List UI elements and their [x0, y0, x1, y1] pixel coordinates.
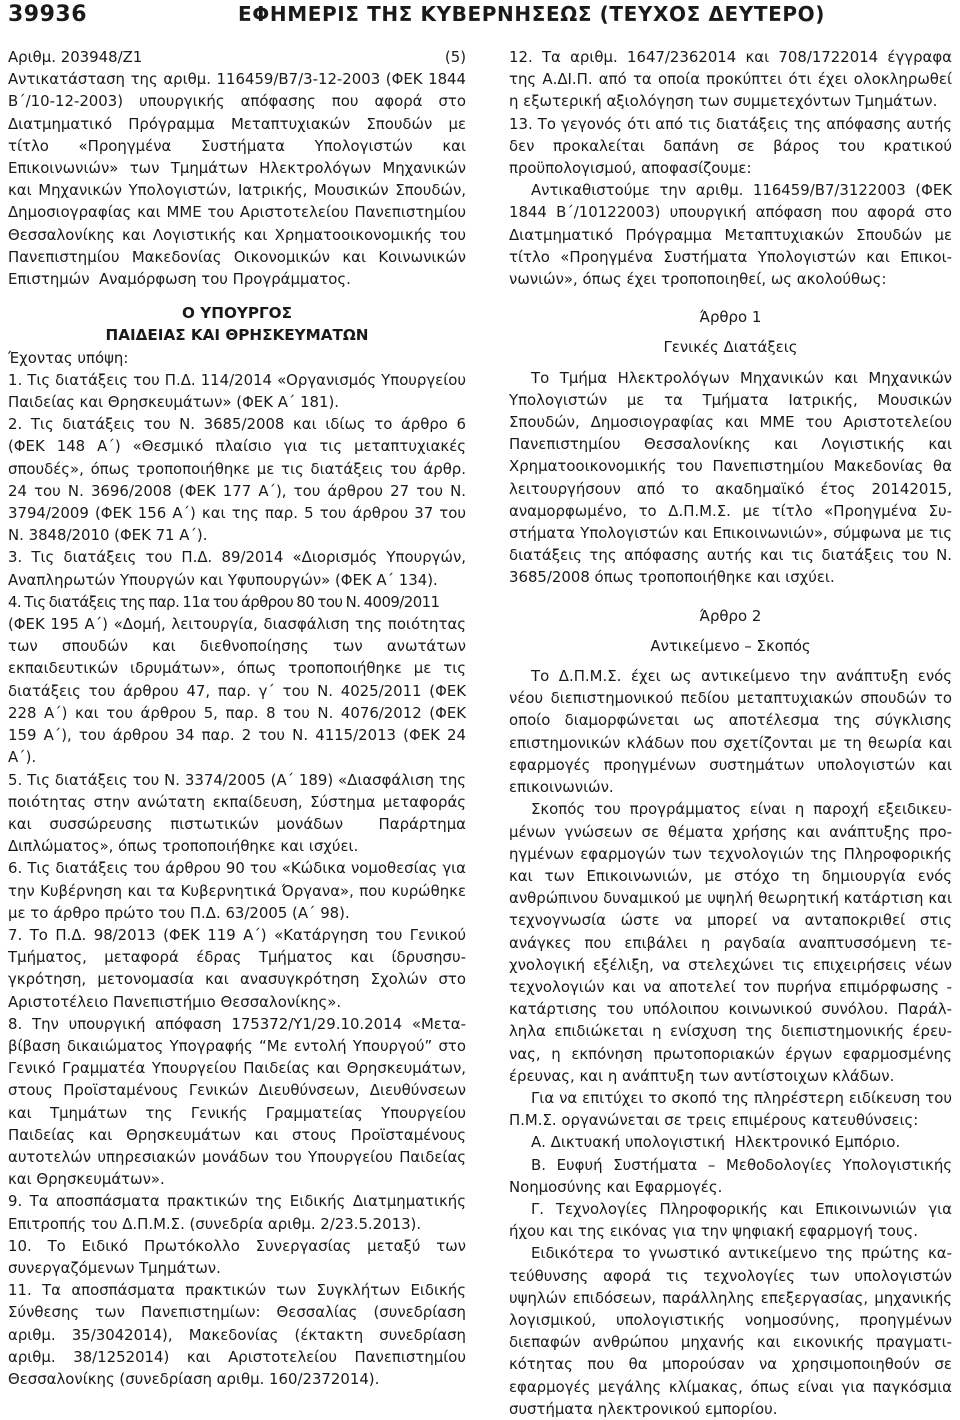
considering-label: Έχοντας υπόψη: — [8, 348, 129, 367]
decision-number-row — [8, 46, 466, 68]
list-item: 11. Τα αποσπάσματα πρακτικών των Συγκλήτων Ειδικής Σύνθεσης των Πανεπιστημίων: Θεσσαλίας (συνεδρίαση αριθμ. 35/3042014), Μακεδονίας (έκτακτη συνεδρίαση αριθμ. 38/1252014) και Αριστοτελείου Πανεπιστημίου Θεσσαλονίκης (συνεδρίαση αριθμ. 160/2372014). — [8, 1281, 466, 1388]
direction-c: Γ. Τεχνολογίες Πληροφορικής και Επικοινωνιών για ήχου και της εικόνας για την ψηφιακή εφαρμογή τους. — [509, 1199, 952, 1241]
article-2-paragraph: Ειδικότερα το γνωστικό αντικείμενο της πρώτης κατεύθυνσης αφορά τις τεχνολογίες των υπολογιστών υψηλών επιδόσεων, παράλληλης επεξεργασίας, μηχανικής λογισμικού, υπολογιστικής νοημοσύνης, προηγμένων διεπαφών ανθρώπου μηχανής και εικονικής πραγματικότητας που θα μπορούσαν να χρησιμοποιηθούν σε εφαρμογές μεγάλης κλίμακας, όπως είναι για παγκόσμια συστήματα ηλεκτρονικού εμπορίου. — [509, 1244, 952, 1418]
signatory-title: Ο ΥΠΟΥΡΓΟΣ — [182, 304, 292, 323]
left-column — [8, 46, 466, 1390]
article-2-title: Άρθρο 2 — [699, 606, 762, 625]
page-number: 39936 — [8, 2, 88, 27]
list-item: 4. Τις διατάξεις της παρ. 11α του άρθρου 80 του Ν. 4009/2011 — [8, 592, 440, 611]
list-item: (ΦΕΚ 195 Α΄) «Δομή, λειτουργία, διασφάλιση της ποιότητας των σπουδών και διεθνοποίησης των ανωτάτων εκπαιδευτικών ιδρυμάτων», όπως τροποποιήθηκε με τις διατάξεις του άρθρου 47, παρ. γ΄ του Ν. 4025/2011 (ΦΕΚ 228 Α΄) και του άρθρου 5, παρ. 8 του Ν. 4076/2012 (ΦΕΚ 159 Α΄), του άρθρου 34 παρ. 2 του Ν. 4115/2013 (ΦΕΚ 24 Α΄). — [8, 615, 466, 767]
decision-sequence: (5) — [444, 48, 466, 66]
list-item: 8. Την υπουργική απόφαση 175372/Υ1/29.10.2014 «Μεταβίβαση δικαιώματος Υπογραφής “Με εντολή Υπουργού” στο Γενικό Γραμματέα Υπουργείου Παιδείας και Θρησκευμάτων, στους Προϊσταμένους Γενικών Διευθύνσεων, Διευθύνσεων και Τμημάτων της Γενικής Γραμματείας Υπουργείου Παιδείας και Θρησκευμάτων και στους Προϊσταμένους αυτοτελών υπηρεσιακών μονάδων του Υπουργείου Παιδείας και Θρησκευμάτων». — [8, 1014, 466, 1189]
signatory-ministry: ΠΑΙΔΕΙΑΣ ΚΑΙ ΘΡΗΣΚΕΥΜΑΤΩΝ — [105, 326, 369, 345]
list-item: 1. Τις διατάξεις του Π.Δ. 114/2014 «Οργανισμός Υπουργείου Παιδείας και Θρησκευμάτων» (ΦΕΚ Α΄ 181). — [8, 370, 466, 412]
page-header — [6, 2, 954, 32]
list-item: 5. Τις διατάξεις του Ν. 3374/2005 (Α΄ 189) «Διασφάλιση της ποιότητας στην ανώτατη εκπαίδευση, Σύστημα μεταφοράς και συσσώρευσης πιστωτικών μονάδων Παράρτημα Διπλώματος», όπως τροποποιήθηκε και ισχύει. — [8, 770, 466, 856]
list-item: 13. Το γεγονός ότι από τις διατάξεις της απόφασης αυτής δεν προκαλείται δαπάνη σε βάρος του κρατικού προϋπολογισμού, αποφασίζουμε: — [509, 114, 952, 178]
article-2-subtitle: Αντικείμενο – Σκοπός — [650, 636, 811, 655]
list-item: 9. Τα αποσπάσματα πρακτικών της Ειδικής Διατμηματικής Επιτροπής του Δ.Π.Μ.Σ. (συνεδρία αριθμ. 2/23.5.2013). — [8, 1192, 466, 1233]
list-item: 12. Τα αριθμ. 1647/2362014 και 708/1722014 έγγραφα της Α.ΔΙ.Π. από τα οποία προκύπτει ότι έχει ολοκληρωθεί η εξωτερική αξιολόγηση των συμμετεχόντων Τμημάτων. — [509, 48, 952, 111]
gazette-title: ΕΦΗΜΕΡΙΣ ΤΗΣ ΚΥΒΕΡΝΗΣΕΩΣ (ΤΕΥΧΟΣ ΔΕΥΤΕΡΟ) — [238, 2, 825, 26]
article-2-paragraph: Σκοπός του προγράμματος είναι η παροχή εξειδικευμένων γνώσεων σε θέματα χρήσης και ανάπτυξης προηγμένων εφαρμογών των τεχνολογιών της Πληροφορικής και των Επικοινωνιών, με στόχο τη δημιουργία ενός ανθρώπινου δυναμικού με υψηλή θεωρητική κατάρτιση και τεχνογνωσία ώστε να μπορεί να ανταποκριθεί στις ανάγκες που επιβάλει η ραγδαία αναπτυσσόμενη τεχνολογική εξέλιξη, να στελεχώνει τις επιχειρήσεις νέων τεχνολογιών και να αποτελεί τον πυρήνα επιμόρφωσης κατάρτισης του υπόλοιπου κοινωνικού συνόλου. Παράλληλα επιδιώκεται η ενίσχυση της διεπιστημονικής έρευνας, η εκπόνηση πρωτοποριακών έργων εφαρμοσμένης έρευνας, και η ανάπτυξη των αντίστοιχων κλάδων. — [509, 800, 952, 1085]
article-1-title: Άρθρο 1 — [699, 308, 762, 327]
list-item: 6. Τις διατάξεις του άρθρου 90 του «Κώδικα νομοθεσίας για την Κυβέρνηση και τα Κυβερνητικά Όργανα», που κυρώθηκε με το άρθρο πρώτο του Π.Δ. 63/2005 (Α΄ 98). — [8, 859, 466, 922]
list-item: 7. Το Π.Δ. 98/2013 (ΦΕΚ 119 Α΄) «Κατάργηση του Γενικού Τμήματος, μεταφορά έδρας Τμήματος και ίδρυσησυγκρότηση, μετονομασία και ανασυγκρότηση Σχολών στο Αριστοτέλειο Πανεπιστήμιο Θεσσαλονίκης». — [8, 925, 466, 1011]
decision-number: Αριθμ. 203948/Ζ1 — [8, 48, 143, 66]
decision-subject: Αντικατάσταση της αριθμ. 116459/Β7/3-12-2003 (ΦΕΚ 1844 Β΄/10-12-2003) υπουργικής απόφασης που αφορά στο Διατμηματικό Πρόγραμμα Μεταπτυχιακών Σπουδών με τίτλο «Προηγμένα Συστήματα Υπολογιστών και Επικοινωνιών» των Τμημάτων Ηλεκτρολόγων Μηχανικών και Μηχανικών Υπολογιστών, Ιατρικής, Μουσικών Σπουδών, Δημοσιογραφίας και ΜΜΕ του Αριστοτελείου Πανεπιστημίου Θεσσαλονίκης και Λογιστικής και Χρηματοοικονομικής του Πανεπιστημίου Μακεδονίας Οικονομικών και Κοινωνικών Επιστημών Αναμόρφωση του Προγράμματος. — [8, 70, 466, 289]
list-item: 3. Τις διατάξεις του Π.Δ. 89/2014 «Διορισμός Υπουργών, Αναπληρωτών Υπουργών και Υφυπουργών» (ΦΕΚ Α΄ 134). — [8, 548, 466, 589]
article-2-paragraph: Για να επιτύχει το σκοπό της πληρέστερη ειδίκευση του Π.Μ.Σ. οργανώνεται σε τρεις επιμέρους κατευθύνσεις: — [509, 1088, 952, 1130]
replacement-paragraph: Αντικαθιστούμε την αριθμ. 116459/Β7/3122003 (ΦΕΚ 1844 Β΄/10122003) υπουργική απόφαση που αφορά στο Διατμηματικό Πρόγραμμα Μεταπτυχιακών Σπουδών με τίτλο «Προηγμένα Συστήματα Υπολογιστών και Επικοινωνιών», όπως έχει τροποποιηθεί, ως ακολούθως: — [509, 181, 952, 289]
list-item: 10. Το Ειδικό Πρωτόκολλο Συνεργασίας μεταξύ των συνεργαζόμενων Τμημάτων. — [8, 1236, 466, 1277]
list-item: 2. Τις διατάξεις του Ν. 3685/2008 και ιδίως το άρθρο 6 (ΦΕΚ 148 Α΄) «Θεσμικό πλαίσιο για τις μεταπτυχιακές σπουδές», όπως τροποποιήθηκε με τις διατάξεις του άρθρ. 24 του Ν. 3696/2008 (ΦΕΚ 177 Α΄), του άρθρου 27 του Ν. 3794/2009 (ΦΕΚ 156 Α΄) και της παρ. 5 του άρθρου 37 του Ν. 3848/2010 (ΦΕΚ 71 Α΄). — [8, 415, 466, 545]
direction-a: Α. Δικτυακή υπολογιστική Ηλεκτρονικό Εμπόριο. — [531, 1133, 901, 1152]
right-column — [509, 46, 952, 1420]
article-2-paragraph: Το Δ.Π.Μ.Σ. έχει ως αντικείμενο την ανάπτυξη ενός νέου διεπιστημονικού πεδίου μεταπτυχιακών σπουδών το οποίο διαμορφώνεται ως αποτέλεσμα της σύγκλισης επιστημονικών κλάδων που σχετίζονται με τη θεωρία και εφαρμογές προηγμένων συστημάτων υπολογιστών και επικοινωνιών. — [509, 667, 952, 797]
article-1-subtitle: Γενικές Διατάξεις — [663, 338, 798, 357]
article-1-text: Το Τμήμα Ηλεκτρολόγων Μηχανικών και Μηχανικών Υπολογιστών με τα Τμήματα Ιατρικής, Μουσικών Σπουδών, Δημοσιογραφίας και ΜΜΕ του Αριστοτελείου Πανεπιστημίου Θεσσαλονίκης και Λογιστικής και Χρηματοοικονομικής του Πανεπιστημίου Μακεδονίας θα λειτουργήσουν από το ακαδημαϊκό έτος 20142015, αναμορφωμένο, το Δ.Π.Μ.Σ. με τίτλο «Προηγμένα Συστήματα Υπολογιστών και Επικοινωνιών», σύμφωνα με τις διατάξεις της απόφασης αυτής και τις διατάξεις του Ν. 3685/2008 όπως τροποποιήθηκε και ισχύει. — [509, 368, 952, 587]
direction-b: Β. Ευφυή Συστήματα – Μεθοδολογίες Υπολογιστικής Νοημοσύνης και Εφαρμογές. — [509, 1155, 952, 1196]
